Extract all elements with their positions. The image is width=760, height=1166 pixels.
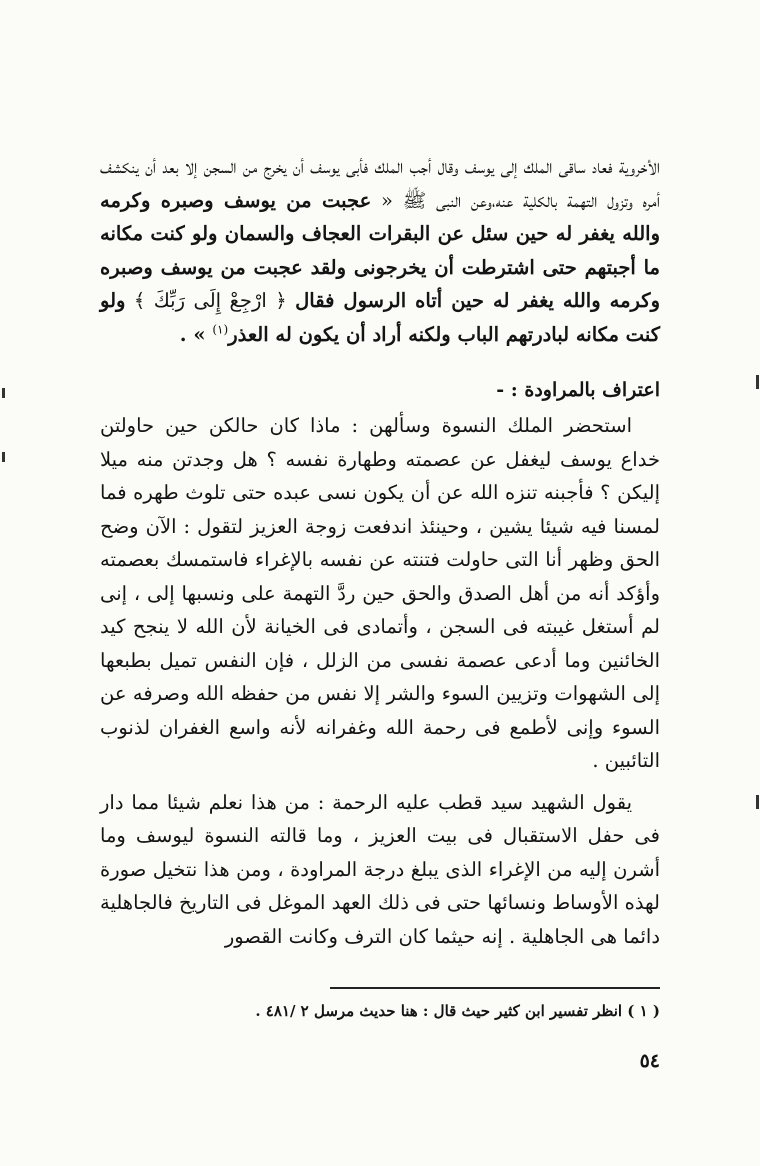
hadith-closing: » .: [179, 322, 213, 346]
quran-quote: ﴿ ارْجِعْ إِلَى رَبِّكَ ﴾: [125, 289, 296, 312]
hadith-text: عجبت من يوسف وصبره وكرمه والله يغفر له حين سئل عن البقرات العجاف والسمان ولو كنت مكانه ما أجبتهم حتى اشترطت أن يخرجونى ولقد عجبت من يوسف وصبره وكرمه والله يغفر له حين أتاه الرسول فقال: [100, 188, 661, 312]
paragraph-qutb-quote: يقول الشهيد سيد قطب عليه الرحمة : من هذا نعلم شيئا مما دار فى حفل الاستقبال فى بيت العزيز ، وما قالته النسوة ليوسف وما أشرن إليه من الإغراء الذى يبلغ درجة المراودة ، ومن هذا نتخيل صورة لهذه الأوساط ونسائها حتى فى ذلك العهد الموغل فى التاريخ فالجاهلية دائما هى الجاهلية . إنه حيثما كان الترف وكانت القصور: [100, 790, 660, 948]
scan-edge-mark: [2, 388, 5, 398]
footnote-reference: (١): [212, 322, 229, 336]
top-paragraph-plain: الأخروية فعاد ساقى الملك إلى يوسف وقال أجب الملك فأبى يوسف أن يخرج من السجن إلا بعد أن ينكشف أمره وتزول التهمة بالكلية عنه،وعن النبى ﷺ «: [100, 155, 661, 212]
scan-edge-mark: [2, 452, 5, 462]
section-heading: اعتراف بالمراودة : -: [496, 379, 660, 401]
scan-edge-mark: [756, 795, 759, 809]
page-body: [100, 150, 660, 953]
hadith-text-end: ولو كنت مكانه لبادرتهم الباب ولكنه أراد أن يكون له العذر: [100, 289, 660, 346]
page-number: ٥٤: [639, 1050, 660, 1072]
paragraph-confession: استحضر الملك النسوة وسألهن : ماذا كان حالكن حين حاولتن خداع يوسف ليغفل عن عصمته وطهارة نفسه ؟ هل وجدتن منه ميلا إليكن ؟ فأجبنه تنزه الله عن أن يكون نسى عبده حتى تلوث طهره فما لمسنا فيه شيئا يشين ، وحينئذ اندفعت زوجة العزيز لتقول : الآن وضح الحق وظهر أنا التى حاولت فتنته عن نفسه بالإغراء فاستمسك بعصمته وأؤكد أنه من أهل الصدق والحق حين ردَّ التهمة على ونسبها إلى ، إنى لم أستغل غيبته فى السجن ، وأتمادى فى الخيانة لأن الله لا ينجح كيد الخائنين وما أدعى عصمة نفسى من الزلل ، فإن النفس تميل بطبعها إلى الشهوات وتزيين السوء والشر إلا نفس من حفظه الله وصرفه عن السوء وإنى لأطمع فى رحمة الله وغفرانه لأنه واسع الغفران لذنوب التائبين .: [100, 414, 660, 772]
top-paragraph: [100, 150, 660, 351]
footnote: ( ١ ) انظر تفسير ابن كثير حيث قال : هنا حديث مرسل ٢ /٤٨١ .: [255, 1002, 660, 1020]
footnote-divider: [330, 987, 660, 989]
scan-edge-mark: [756, 375, 759, 389]
